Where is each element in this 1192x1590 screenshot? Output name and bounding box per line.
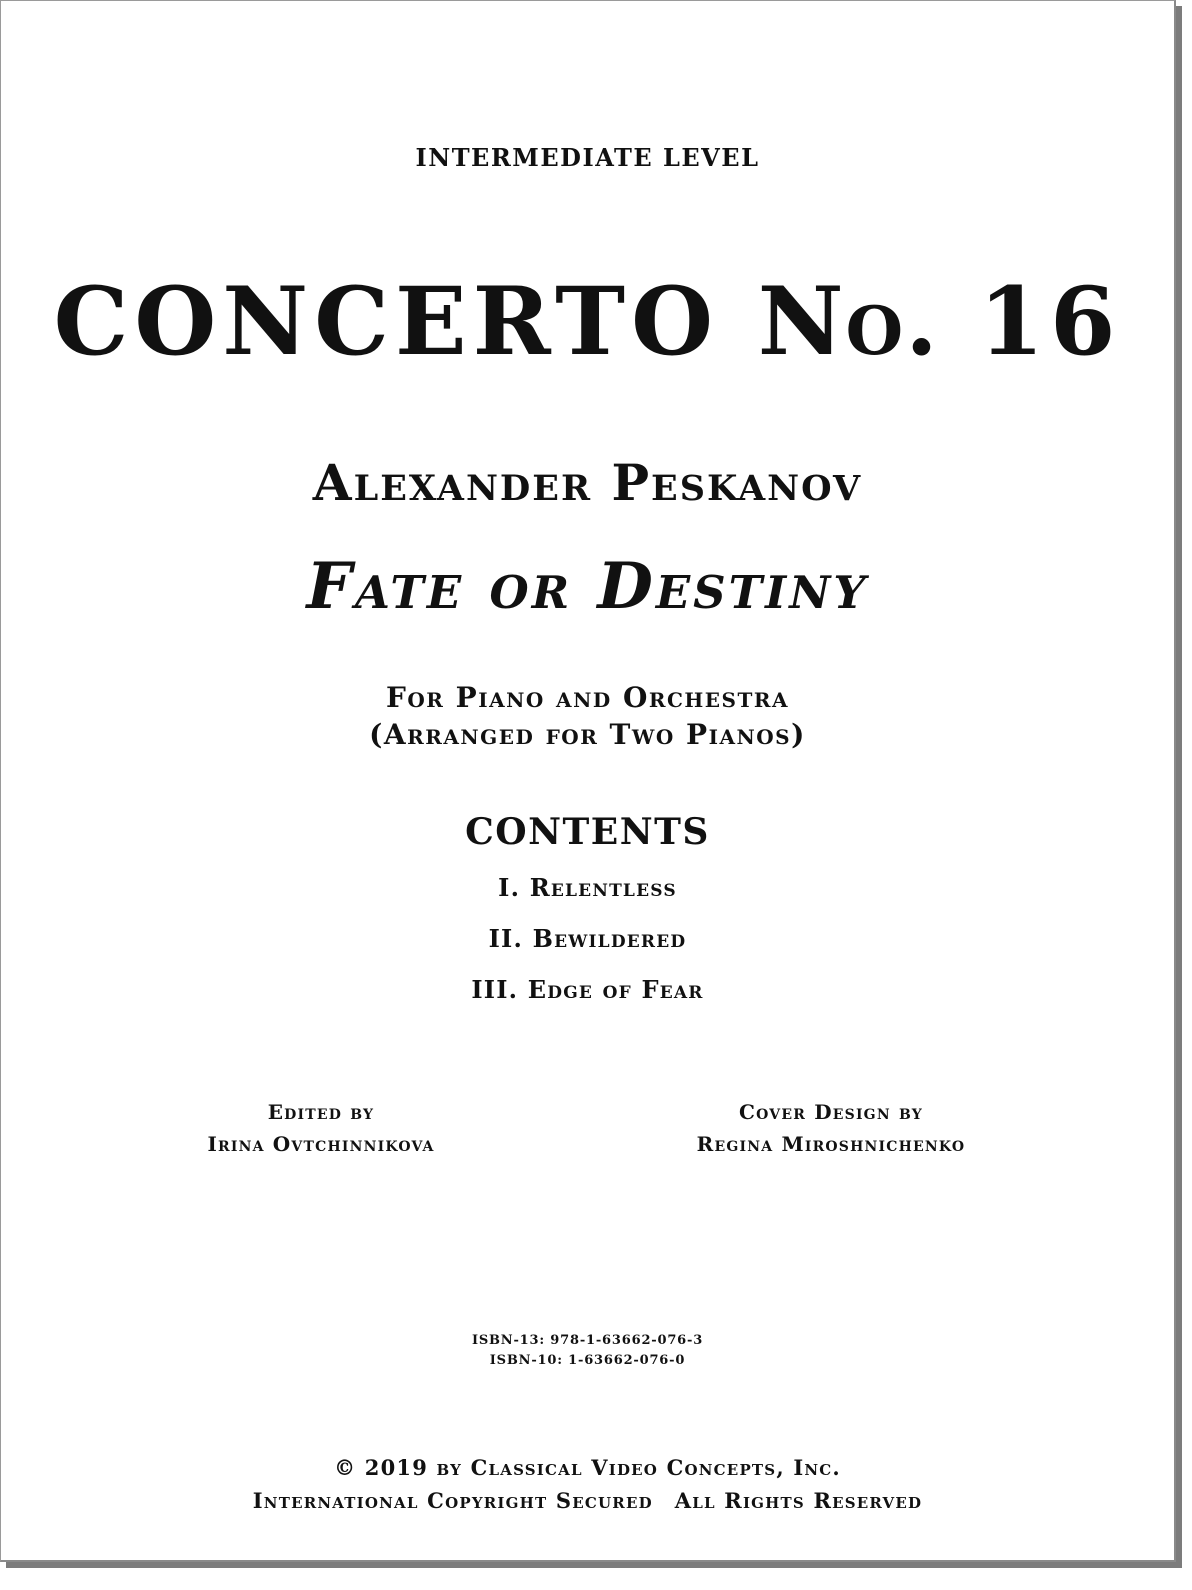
composer-name: Alexander Peskanov xyxy=(312,453,863,512)
contents-heading: CONTENTS xyxy=(465,811,710,853)
design-name: Regina Miroshnichenko xyxy=(696,1132,966,1156)
level-label: INTERMEDIATE LEVEL xyxy=(415,143,760,172)
copyright-line: © 2019 by Classical Video Concepts, Inc. xyxy=(334,1455,841,1480)
copyright-secured: International Copyright Secured xyxy=(252,1488,653,1513)
rights-reserved: All Rights Reserved xyxy=(674,1488,923,1513)
editor-label: Edited by xyxy=(267,1100,375,1124)
isbn-13: ISBN-13: 978-1-63662-076-3 xyxy=(471,1333,704,1348)
scoring-line-2: (Arranged for Two Pianos) xyxy=(369,718,806,751)
work-subtitle: Fate or Destiny xyxy=(306,549,869,624)
movement-numeral: III. xyxy=(471,975,519,1004)
movement-item xyxy=(1,873,1174,902)
movement-name: Relentless xyxy=(529,873,677,902)
scoring-line-1: For Piano and Orchestra xyxy=(386,681,789,714)
design-label: Cover Design by xyxy=(739,1100,923,1124)
movement-numeral: I. xyxy=(498,873,521,902)
movement-item xyxy=(1,924,1174,953)
movement-name: Edge of Fear xyxy=(527,975,704,1004)
title-number: 16 xyxy=(978,267,1122,377)
isbn-10: ISBN-10: 1-63662-076-0 xyxy=(489,1353,686,1368)
page-title xyxy=(1,267,1174,377)
title-number-prefix: No. xyxy=(757,267,940,377)
isbn-block xyxy=(1,1331,1174,1371)
movement-item xyxy=(1,975,1174,1004)
movement-name: Bewildered xyxy=(532,924,687,953)
editor-name: Irina Ovtchinnikova xyxy=(207,1132,435,1156)
scoring-info xyxy=(1,679,1174,753)
rights-line xyxy=(1,1484,1174,1517)
movement-numeral: II. xyxy=(488,924,524,953)
title-main: CONCERTO xyxy=(53,267,719,377)
design-credit xyxy=(661,1096,1001,1160)
editor-credit xyxy=(171,1096,471,1160)
copyright-block xyxy=(1,1451,1174,1517)
